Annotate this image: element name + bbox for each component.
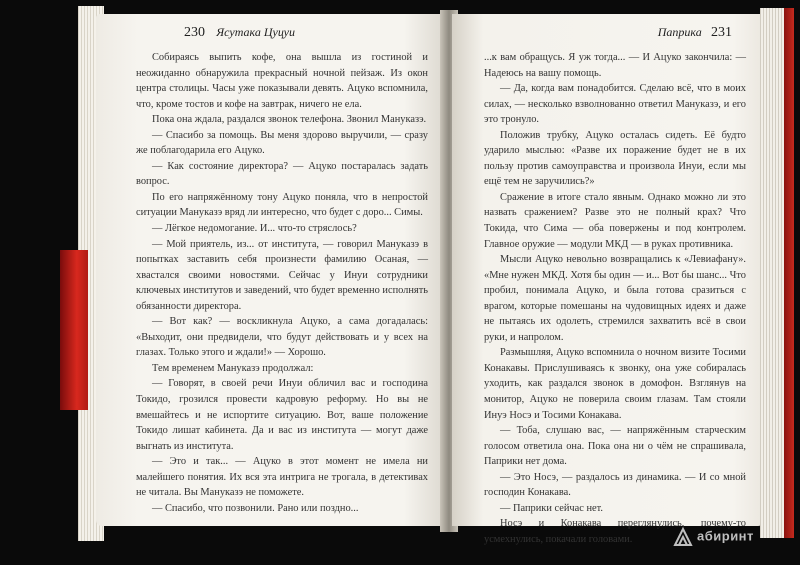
page-number: 231 bbox=[711, 25, 732, 40]
right-page-header bbox=[658, 24, 732, 41]
paragraph: — Вот как? — воскликнула Ацуко, а сама догадалась: «Выходит, они предвидели, что будут действовать и у всех на глазах. Только этого и ждали!» — Хорошо. bbox=[136, 316, 428, 359]
paragraph: — Паприки сейчас нет. bbox=[500, 502, 603, 514]
paragraph: По его напряжённому тону Ацуко поняла, что в непростой ситуации Мануказэ вряд ли интересно, что будет с доро... Симы. bbox=[136, 191, 428, 219]
paragraph: — Спасибо за помощь. Вы меня здорово выручили, — сразу же поблагодарила его Ацуко. bbox=[136, 129, 428, 157]
paragraph: — Тоба, слушаю вас, — напряжённым старческим голосом ответила она. Пока она ни о чём не спрашивала, Паприки нет дома. bbox=[484, 425, 746, 468]
paragraph: Мысли Ацуко невольно возвращались к «Левиафану». «Мне нужен МКД. Хотя бы один — и... Вот бы шанс... Что пробил, понимала Ацуко, и была готова сразиться с врагом, которые помешаны на чудовищных идеях и даже не пытаясь их одолеть, стремился захватить всё в свои руки, и напролом. bbox=[484, 254, 746, 343]
labyrinth-logo-icon bbox=[672, 526, 694, 548]
paragraph: Размышляя, Ацуко вспомнила о ночном визите Тосими Конакавы. Прислушиваясь к звонку, она уже собиралась уходить, как раздался звонок в домофон. Взглянув на монитор, Ацуко не поверила своим глазам. Там стояли Инуэ Носэ и Тосими Конакава. bbox=[484, 347, 746, 421]
paragraph: — Лёгкое недомогание. И... что-то стряслось? bbox=[152, 223, 357, 235]
left-page-text bbox=[136, 50, 428, 516]
watermark-brand: абиринт bbox=[697, 528, 754, 544]
cover-edge-red-right bbox=[784, 8, 794, 538]
paragraph: — Это и так... — Ацуко в этот момент не имела ни малейшего понятия. Их вся эта интрига не трогала, в детективах не читала. Вы Мануказэ не поможете. bbox=[136, 456, 428, 499]
running-head-title: Паприка bbox=[657, 25, 702, 39]
right-page-text bbox=[484, 50, 746, 548]
paragraph: ...к вам обращусь. Я уж тогда... — И Ацуко закончила: — Надеюсь на вашу помощь. bbox=[484, 52, 746, 79]
paragraph: Собираясь выпить кофе, она вышла из гостиной и неожиданно обнаружила прекрасный ночной пейзаж. Из окон центра столицы. Часы уже показывали девять. Ацуко вспомнила, что, кроме тостов и кофе на завтрак, ничего не ела. bbox=[136, 52, 428, 110]
paragraph: — Спасибо, что позвонили. Рано или поздно... bbox=[152, 502, 359, 514]
paragraph: Тем временем Мануказэ продолжал: bbox=[152, 362, 314, 374]
paragraph: Положив трубку, Ацуко осталась сидеть. Её будто ударило мыслью: «Разве их поражение будет не в их пользу против самоуправства и произвола Инуи, если мы ещё тем не заручились?» bbox=[484, 129, 746, 188]
watermark-logo bbox=[672, 526, 754, 548]
paragraph: — Говорят, в своей речи Инуи обличил вас и господина Токидо, грозился провести кадровую реформу. Но вы не вмешайтесь и не испортите ситуацию. Вот, ваше положение Токидо лишат кабинета. Да и вас из института — могут даже выгнать из института. bbox=[136, 378, 428, 452]
paragraph: Сражение в итоге стало явным. Однако можно ли это назвать сражением? Разве это не полный крах? Что Токида, что Сима — оба повержены и под контролем. Главное оружие — модули МКД — в руках противника. bbox=[484, 191, 746, 250]
running-head-author: Ясутака Цуцуи bbox=[216, 25, 295, 39]
paragraph: Носэ и Конакава переглянулись, почему-то усмехнулись, покачали головами. bbox=[484, 518, 746, 545]
paragraph: — Мой приятель, из... от института, — говорил Мануказэ в попытках заставить себя произнести фамилию Осаная, — хвастался своими новостями. Сейчас у Инуи сотрудники ключевых институтов и заведений, что будет временно исполнять обязанности директора. bbox=[136, 238, 428, 312]
cover-edge-red bbox=[60, 250, 88, 410]
left-page-header bbox=[184, 24, 295, 41]
paragraph: Пока она ждала, раздался звонок телефона. Звонил Мануказэ. bbox=[152, 114, 427, 126]
left-page bbox=[96, 14, 446, 526]
page-number: 230 bbox=[184, 25, 205, 40]
paragraph: — Это Носэ, — раздалось из динамика. — И со мной господин Конакава. bbox=[484, 471, 746, 499]
paragraph: — Как состояние директора? — Ацуко постаралась задать вопрос. bbox=[136, 160, 428, 188]
paragraph: — Да, когда вам понадобится. Сделаю всё, что в моих силах, — несколько взволнованно ответил Мануказэ, и его это тронуло. bbox=[484, 83, 746, 126]
